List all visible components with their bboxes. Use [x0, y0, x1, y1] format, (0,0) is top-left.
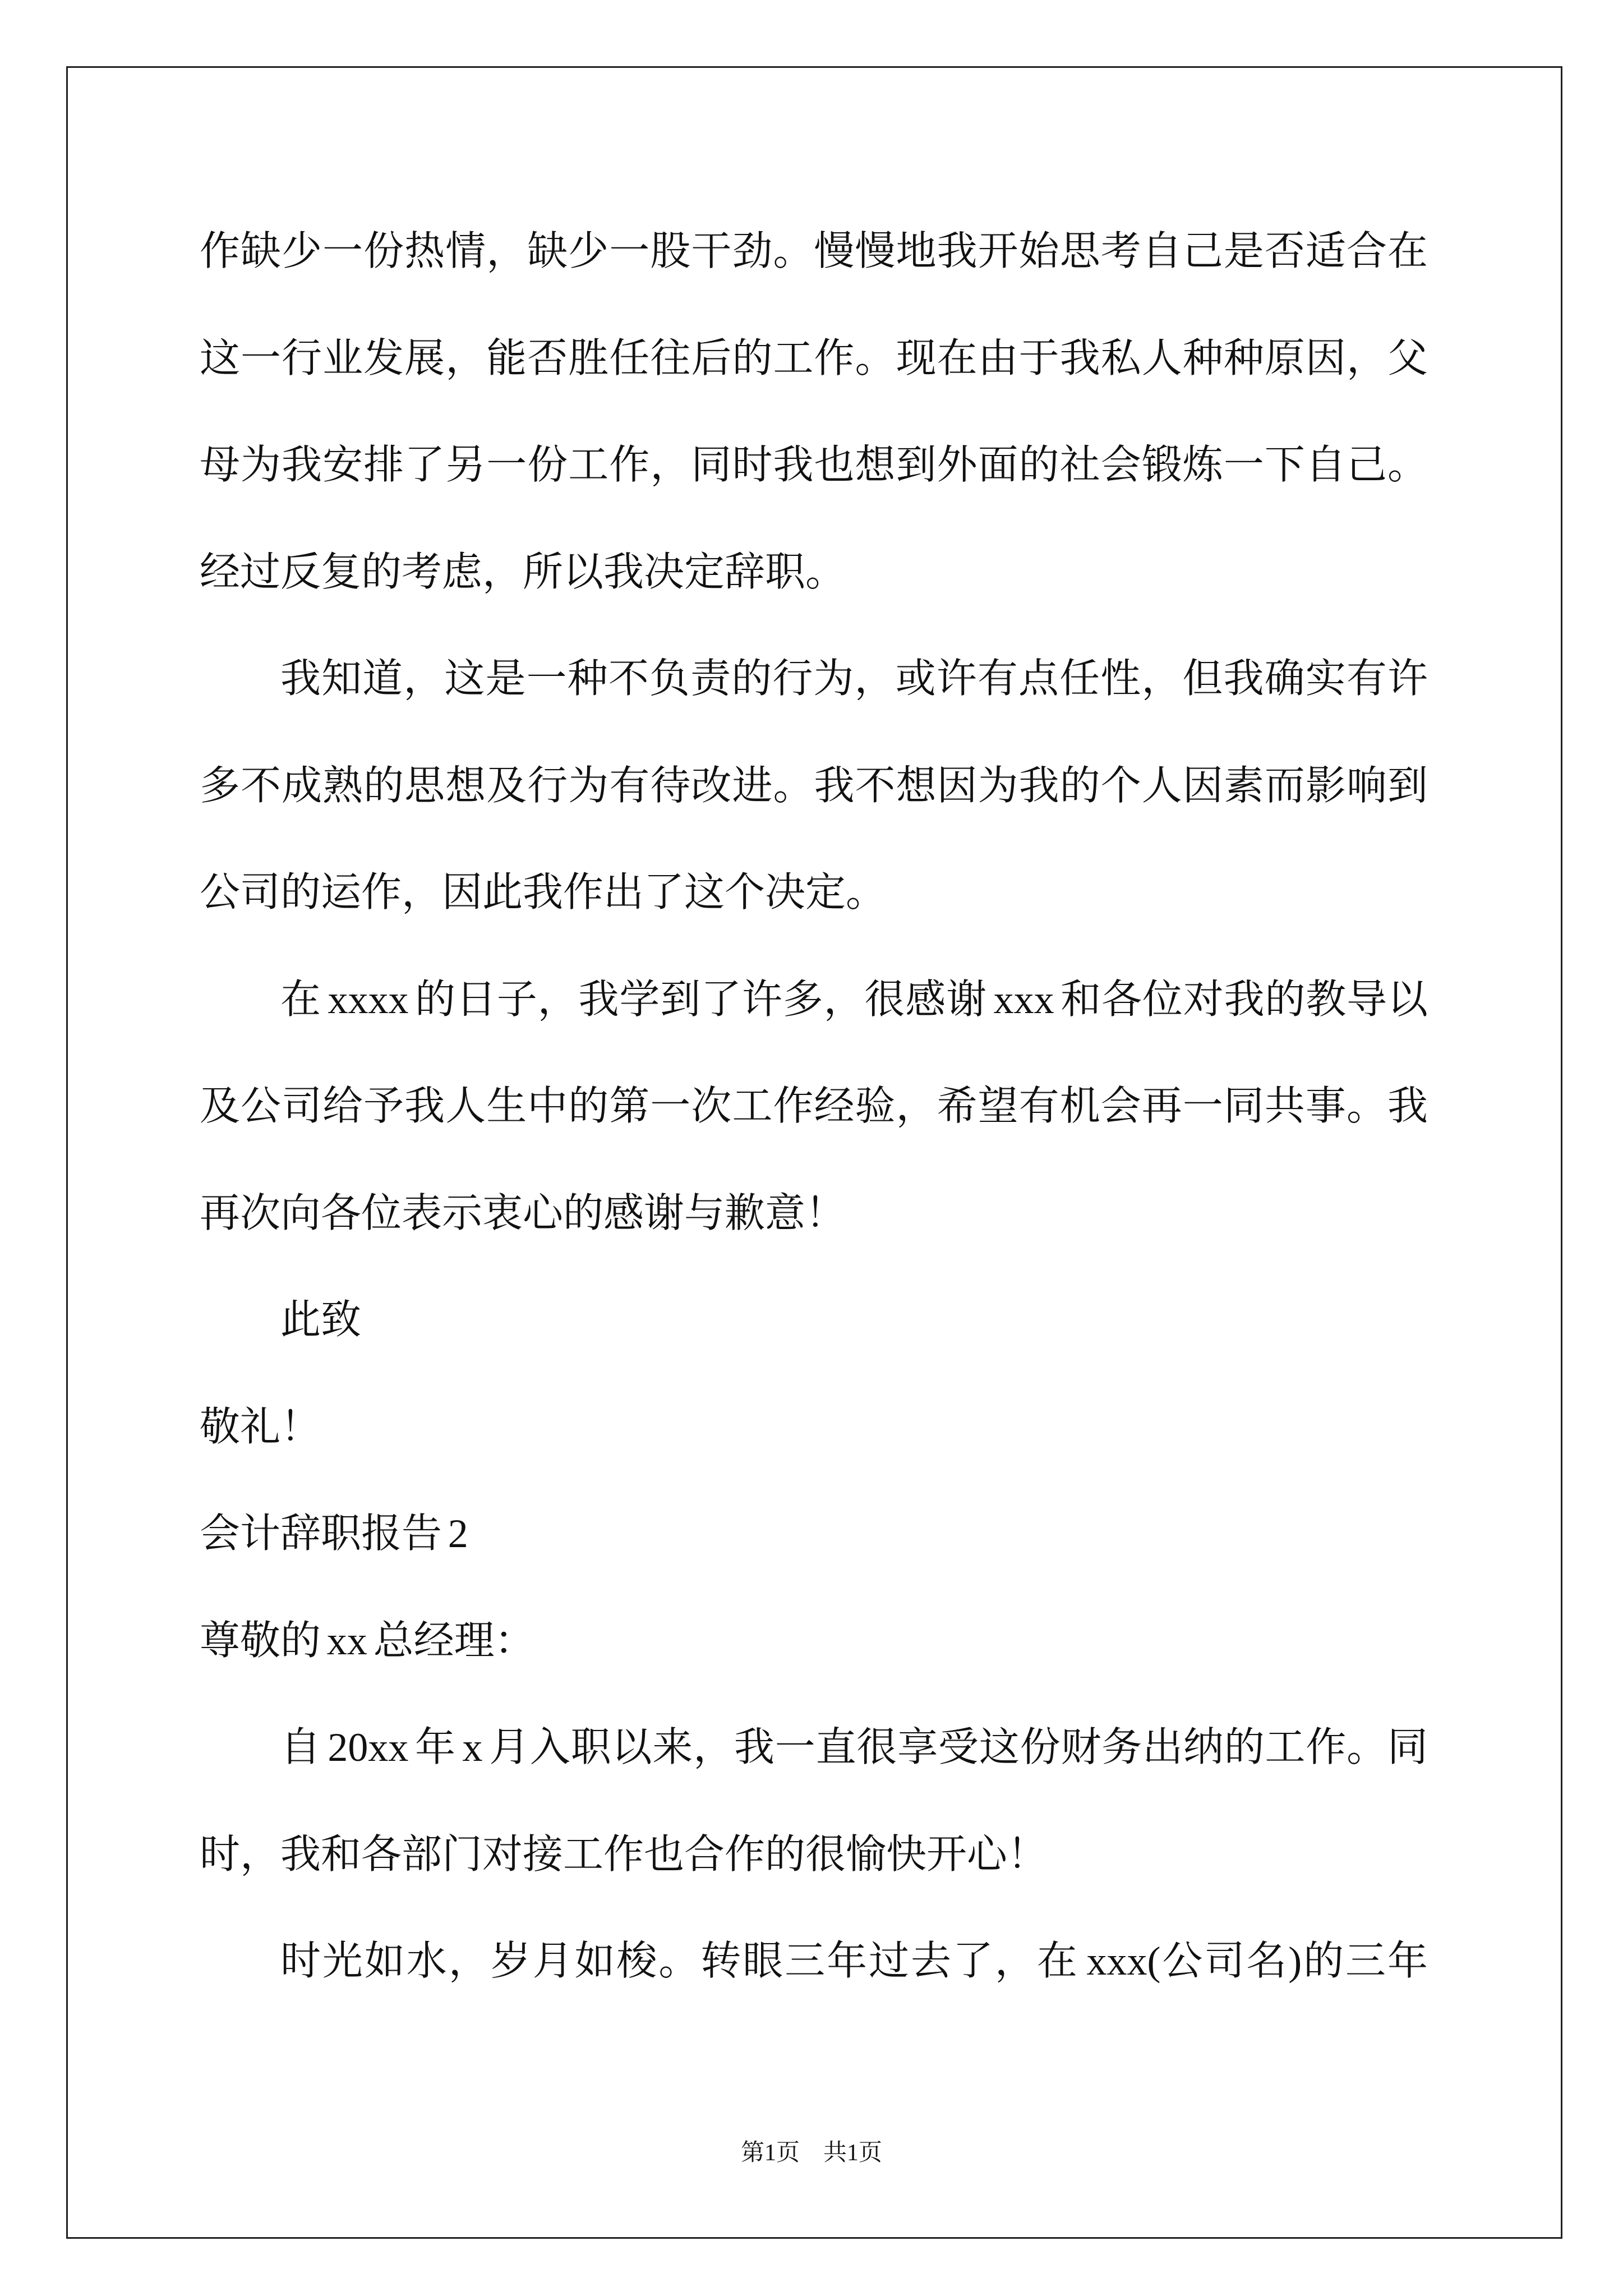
paragraph [200, 198, 1428, 625]
paragraph-line: 时光如水，岁月如梭。转眼三年过去了，在 xxx(公司名)的三年 [280, 1939, 1428, 1984]
paragraph-line: 这一行业发展，能否胜任往后的工作。现在由于我私人种种原因，父 [200, 335, 1428, 381]
paragraph-line: 及公司给予我人生中的第一次工作经验，希望有机会再一同共事。我 [200, 1084, 1428, 1129]
closing-text: 此致 [280, 1297, 362, 1342]
paragraph-line: 我知道，这是一种不负责的行为，或许有点任性，但我确实有许 [280, 656, 1428, 701]
paragraph-line: 自 20xx 年 x 月入职以来，我一直很享受这份财务出纳的工作。同 [280, 1725, 1428, 1770]
paragraph-line: 多不成熟的思想及行为有待改进。我不想因为我的个人因素而影响到 [200, 763, 1428, 808]
regards-text: 敬礼！ [200, 1404, 321, 1450]
paragraph-line: 公司的运作，因此我作出了这个决定。 [200, 870, 887, 915]
page-content [200, 198, 1428, 2015]
letter-title: 会计辞职报告 2 [200, 1511, 468, 1556]
page-indicator: 第1页 共1页 [740, 2140, 882, 2166]
paragraph-line: 经过反复的考虑，所以我决定辞职。 [200, 549, 846, 595]
paragraph-line: 再次向各位表示衷心的感谢与歉意！ [200, 1190, 846, 1236]
paragraph [200, 1694, 1428, 1908]
paragraph-line: 母为我安排了另一份工作，同时我也想到外面的社会锻炼一下自己。 [200, 443, 1428, 487]
salutation: 尊敬的 xx 总经理： [200, 1618, 535, 1663]
paragraph-line: 在 xxxx 的日子，我学到了许多，很感谢 xxx 和各位对我的教导以 [280, 977, 1428, 1022]
paragraph-line: 时，我和各部门对接工作也合作的很愉快开心！ [200, 1832, 1048, 1877]
paragraph [200, 625, 1428, 946]
page-footer [0, 2136, 1623, 2170]
paragraph [200, 946, 1428, 1267]
paragraph-line: 作缺少一份热情，缺少一股干劲。慢慢地我开始思考自己是否适合在 [200, 229, 1428, 274]
paragraph [200, 1908, 1428, 2015]
